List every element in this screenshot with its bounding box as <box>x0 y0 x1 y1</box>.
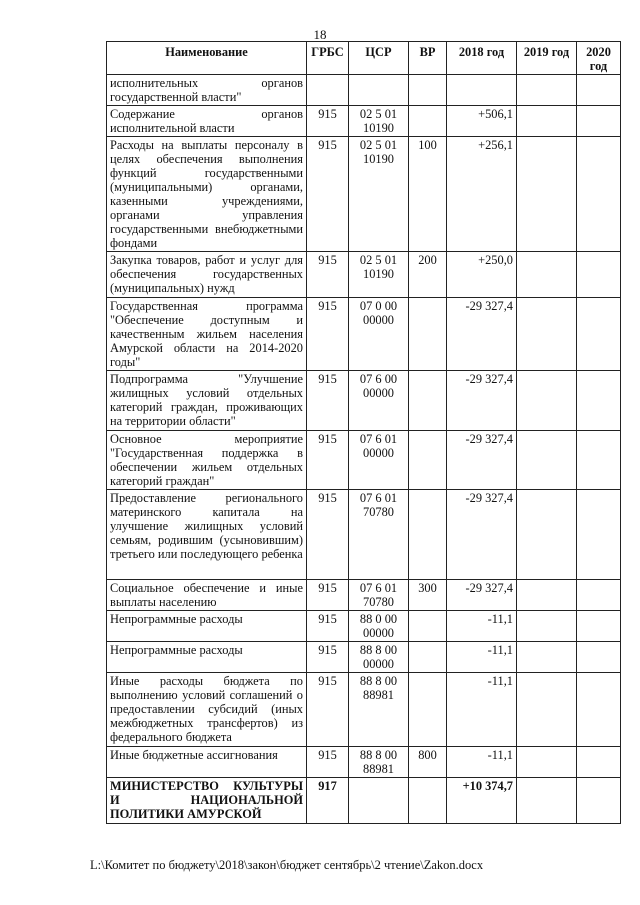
cell-grbs: 915 <box>307 673 349 747</box>
cell-2020 <box>577 298 621 371</box>
cell-vr <box>409 673 447 747</box>
cell-vr <box>409 490 447 580</box>
footer-file-path: L:\Комитет по бюджету\2018\закон\бюджет сентябрь\2 чтение\Zakon.docx <box>90 858 484 872</box>
cell-vr: 100 <box>409 137 447 252</box>
budget-table <box>106 41 621 824</box>
cell-grbs: 915 <box>307 252 349 298</box>
cell-csr: 07 6 01 00000 <box>349 431 409 490</box>
cell-2020 <box>577 371 621 431</box>
cell-grbs: 915 <box>307 137 349 252</box>
cell-csr <box>349 75 409 106</box>
cell-2019 <box>517 490 577 580</box>
cell-2019 <box>517 431 577 490</box>
cell-2020 <box>577 778 621 824</box>
cell-name: Предоставление регионального материнского капитала на улучшение жилищных условий семьям, родившим (усыновившим) третьего или последующего ребенка <box>107 490 307 580</box>
cell-2020 <box>577 747 621 778</box>
cell-2018: -29 327,4 <box>447 580 517 611</box>
cell-2018: -11,1 <box>447 673 517 747</box>
table-row <box>107 137 621 252</box>
cell-2019 <box>517 252 577 298</box>
table-header-row <box>107 42 621 75</box>
cell-2020 <box>577 673 621 747</box>
col-header-2018: 2018 год <box>447 42 517 75</box>
cell-2018: -11,1 <box>447 611 517 642</box>
cell-2018: -11,1 <box>447 747 517 778</box>
cell-csr: 07 0 00 00000 <box>349 298 409 371</box>
cell-csr: 88 8 00 88981 <box>349 673 409 747</box>
cell-2020 <box>577 137 621 252</box>
table-row <box>107 252 621 298</box>
cell-vr: 300 <box>409 580 447 611</box>
table-body <box>107 75 621 824</box>
cell-grbs: 915 <box>307 747 349 778</box>
table-row <box>107 490 621 580</box>
cell-name: Непрограммные расходы <box>107 611 307 642</box>
cell-name: Непрограммные расходы <box>107 642 307 673</box>
cell-2019 <box>517 580 577 611</box>
cell-grbs: 915 <box>307 611 349 642</box>
cell-csr: 02 5 01 10190 <box>349 106 409 137</box>
cell-2019 <box>517 371 577 431</box>
cell-vr <box>409 106 447 137</box>
cell-grbs: 915 <box>307 490 349 580</box>
cell-csr: 88 0 00 00000 <box>349 611 409 642</box>
cell-csr: 88 8 00 88981 <box>349 747 409 778</box>
cell-grbs: 915 <box>307 371 349 431</box>
cell-csr: 07 6 01 70780 <box>349 580 409 611</box>
cell-2020 <box>577 580 621 611</box>
cell-2019 <box>517 642 577 673</box>
cell-grbs: 915 <box>307 580 349 611</box>
cell-name: Социальное обеспечение и иные выплаты населению <box>107 580 307 611</box>
cell-2018: +250,0 <box>447 252 517 298</box>
cell-2018 <box>447 75 517 106</box>
cell-csr: 88 8 00 00000 <box>349 642 409 673</box>
cell-2018: -29 327,4 <box>447 298 517 371</box>
cell-vr <box>409 298 447 371</box>
table-row <box>107 778 621 824</box>
table-row <box>107 431 621 490</box>
cell-name: Подпрограмма "Улучшение жилищных условий отдельных категорий граждан, проживающих на территории области" <box>107 371 307 431</box>
cell-grbs: 915 <box>307 431 349 490</box>
cell-name: Государственная программа "Обеспечение доступным и качественным жильем населения Амурской области на 2014-2020 годы" <box>107 298 307 371</box>
cell-grbs: 915 <box>307 106 349 137</box>
table-row <box>107 75 621 106</box>
cell-name: Иные расходы бюджета по выполнению условий соглашений о предоставлении субсидий (иных межбюджетных трансфертов) из федерального бюджета <box>107 673 307 747</box>
cell-name: МИНИСТЕРСТВО КУЛЬТУРЫ И НАЦИОНАЛЬНОЙ ПОЛИТИКИ АМУРСКОЙ <box>107 778 307 824</box>
cell-2020 <box>577 431 621 490</box>
cell-grbs <box>307 75 349 106</box>
cell-vr <box>409 642 447 673</box>
cell-name: Иные бюджетные ассигнования <box>107 747 307 778</box>
cell-2019 <box>517 298 577 371</box>
cell-name: Содержание органов исполнительной власти <box>107 106 307 137</box>
cell-csr: 02 5 01 10190 <box>349 137 409 252</box>
cell-csr: 02 5 01 10190 <box>349 252 409 298</box>
cell-2018: -29 327,4 <box>447 431 517 490</box>
cell-2019 <box>517 75 577 106</box>
page-number: 18 <box>313 27 327 42</box>
col-header-vr: ВР <box>409 42 447 75</box>
cell-grbs: 915 <box>307 642 349 673</box>
cell-2019 <box>517 747 577 778</box>
table-row <box>107 106 621 137</box>
cell-2020 <box>577 252 621 298</box>
col-header-csr: ЦСР <box>349 42 409 75</box>
cell-csr: 07 6 00 00000 <box>349 371 409 431</box>
table-row <box>107 747 621 778</box>
cell-2018: +506,1 <box>447 106 517 137</box>
cell-name: исполнительных органов государственной власти" <box>107 75 307 106</box>
col-header-2019: 2019 год <box>517 42 577 75</box>
cell-vr <box>409 611 447 642</box>
cell-vr <box>409 371 447 431</box>
cell-vr: 200 <box>409 252 447 298</box>
cell-2020 <box>577 490 621 580</box>
cell-2020 <box>577 642 621 673</box>
cell-2019 <box>517 611 577 642</box>
cell-name: Закупка товаров, работ и услуг для обеспечения государственных (муниципальных) нужд <box>107 252 307 298</box>
cell-2018: -29 327,4 <box>447 371 517 431</box>
table-row <box>107 611 621 642</box>
cell-grbs: 917 <box>307 778 349 824</box>
cell-2018: +256,1 <box>447 137 517 252</box>
cell-2018: +10 374,7 <box>447 778 517 824</box>
cell-2018: -11,1 <box>447 642 517 673</box>
cell-2019 <box>517 778 577 824</box>
cell-vr: 800 <box>409 747 447 778</box>
cell-2019 <box>517 673 577 747</box>
cell-csr <box>349 778 409 824</box>
col-header-grbs: ГРБС <box>307 42 349 75</box>
table-row <box>107 371 621 431</box>
cell-2018: -29 327,4 <box>447 490 517 580</box>
table-row <box>107 298 621 371</box>
table-row <box>107 673 621 747</box>
cell-csr: 07 6 01 70780 <box>349 490 409 580</box>
cell-2019 <box>517 106 577 137</box>
table-row <box>107 642 621 673</box>
cell-vr <box>409 431 447 490</box>
cell-2019 <box>517 137 577 252</box>
cell-grbs: 915 <box>307 298 349 371</box>
cell-vr <box>409 75 447 106</box>
cell-name: Расходы на выплаты персоналу в целях обеспечения выполнения функций государственными (муниципальными) органами, казенными учреждениями, органами управления государственными внебюджетными фондами <box>107 137 307 252</box>
col-header-2020: 2020 год <box>577 42 621 75</box>
cell-2020 <box>577 106 621 137</box>
cell-name: Основное мероприятие "Государственная поддержка в обеспечении жильем отдельных категорий граждан" <box>107 431 307 490</box>
cell-vr <box>409 778 447 824</box>
col-header-name: Наименование <box>107 42 307 75</box>
table-row <box>107 580 621 611</box>
cell-2020 <box>577 611 621 642</box>
cell-2020 <box>577 75 621 106</box>
